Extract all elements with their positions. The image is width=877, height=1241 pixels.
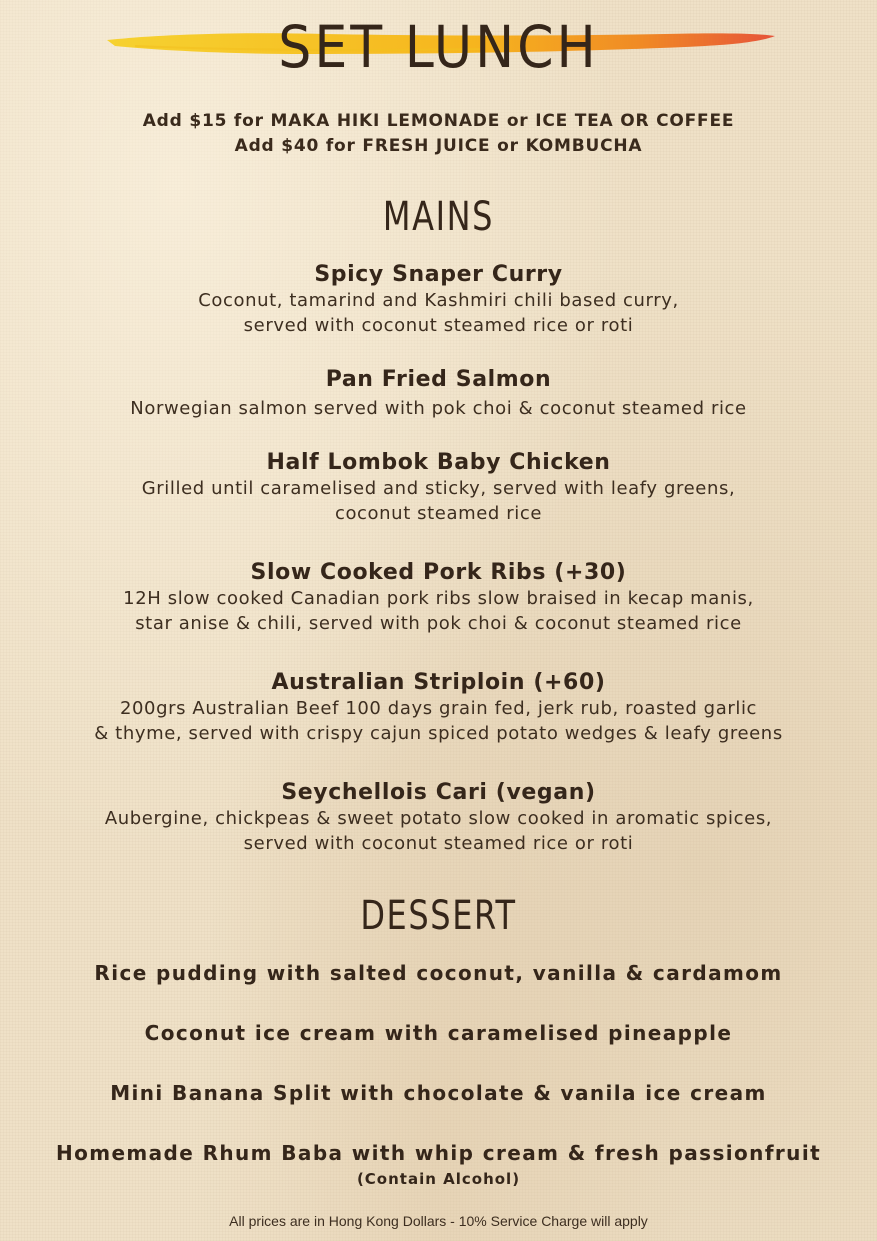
dish-desc: & thyme, served with crispy cajun spiced potato wedges & leafy greens bbox=[94, 723, 783, 744]
dish-desc: 12H slow cooked Canadian pork ribs slow braised in kecap manis, bbox=[123, 588, 754, 609]
dessert-item: Homemade Rhum Baba with whip cream & fresh passionfruit bbox=[55, 1141, 822, 1165]
dish-desc: Norwegian salmon served with pok choi & coconut steamed rice bbox=[130, 398, 747, 419]
dish-name: Half Lombok Baby Chicken bbox=[266, 450, 611, 475]
addon-line-2: Add $40 for FRESH JUICE or KOMBUCHA bbox=[234, 136, 643, 156]
dish-desc: served with coconut steamed rice or roti bbox=[243, 833, 634, 854]
dish-name: Australian Striploin (+60) bbox=[271, 670, 606, 695]
dish-desc: Aubergine, chickpeas & sweet potato slow cooked in aromatic spices, bbox=[104, 808, 773, 829]
dessert-item: Mini Banana Split with chocolate & vanila ice cream bbox=[110, 1081, 767, 1105]
dish-desc: Grilled until caramelised and sticky, served with leafy greens, bbox=[141, 478, 736, 499]
dish-name: Slow Cooked Pork Ribs (+30) bbox=[250, 560, 627, 585]
addon-line-1: Add $15 for MAKA HIKI LEMONADE or ICE TEA OR COFFEE bbox=[142, 111, 735, 131]
dish-desc: star anise & chili, served with pok choi & coconut steamed rice bbox=[135, 613, 742, 634]
dessert-item: Coconut ice cream with caramelised pineapple bbox=[144, 1021, 733, 1045]
dish-desc: served with coconut steamed rice or roti bbox=[243, 315, 634, 336]
dessert-heading: DESSERT bbox=[360, 893, 517, 939]
mains-heading: MAINS bbox=[382, 194, 495, 240]
dish-desc: coconut steamed rice bbox=[334, 503, 543, 524]
dish-name: Spicy Snaper Curry bbox=[314, 262, 563, 287]
dish-name: Seychellois Cari (vegan) bbox=[281, 780, 596, 805]
dish-desc: 200grs Australian Beef 100 days grain fed, jerk rub, roasted garlic bbox=[119, 698, 758, 719]
dish-name: Pan Fried Salmon bbox=[325, 367, 552, 392]
footer-note: All prices are in Hong Kong Dollars - 10% Service Charge will apply bbox=[229, 1213, 648, 1229]
alcohol-note: (Contain Alcohol) bbox=[356, 1170, 521, 1188]
dish-desc: Coconut, tamarind and Kashmiri chili based curry, bbox=[198, 290, 679, 311]
dessert-item: Rice pudding with salted coconut, vanilla & cardamom bbox=[94, 961, 783, 985]
page-title: SET LUNCH bbox=[278, 13, 599, 81]
